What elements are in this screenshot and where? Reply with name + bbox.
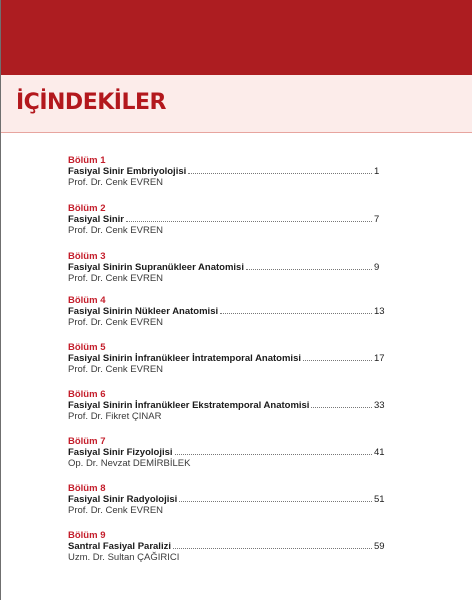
page-number: 59 bbox=[374, 541, 385, 552]
chapter-label: Bölüm 5 bbox=[68, 342, 106, 353]
toc-entry-4 bbox=[68, 295, 388, 329]
page-number: 7 bbox=[374, 214, 380, 225]
chapter-author: Prof. Dr. Fikret ÇINAR bbox=[68, 411, 162, 422]
chapter-title: Fasiyal Sinirin İnfranükleer İntratemporal Anatomisi bbox=[68, 353, 301, 364]
toc-entry-6 bbox=[68, 389, 388, 423]
chapter-author: Prof. Dr. Cenk EVREN bbox=[68, 177, 164, 188]
page-number: 1 bbox=[374, 166, 380, 177]
chapter-author: Prof. Dr. Cenk EVREN bbox=[68, 505, 164, 516]
toc-entry-2 bbox=[68, 203, 388, 237]
left-edge-rule bbox=[0, 0, 1, 600]
chapter-title-line bbox=[68, 214, 388, 225]
dot-leader bbox=[173, 548, 372, 549]
page-title: İÇİNDEKİLER bbox=[16, 90, 166, 115]
chapter-author: Prof. Dr. Cenk EVREN bbox=[68, 273, 164, 284]
chapter-title-line bbox=[68, 262, 388, 273]
dot-leader bbox=[303, 360, 372, 361]
page-number: 33 bbox=[374, 400, 385, 411]
chapter-label: Bölüm 7 bbox=[68, 436, 106, 447]
top-color-band bbox=[0, 0, 472, 75]
toc-entry-8 bbox=[68, 483, 388, 517]
chapter-label: Bölüm 8 bbox=[68, 483, 106, 494]
page-number: 51 bbox=[374, 494, 385, 505]
toc-entry-1 bbox=[68, 155, 388, 189]
chapter-title: Fasiyal Sinir Radyolojisi bbox=[68, 494, 178, 505]
chapter-title-line bbox=[68, 166, 388, 177]
page-number: 9 bbox=[374, 262, 380, 273]
chapter-label: Bölüm 3 bbox=[68, 251, 106, 262]
dot-leader bbox=[175, 454, 372, 455]
chapter-author: Prof. Dr. Cenk EVREN bbox=[68, 364, 164, 375]
chapter-author: Prof. Dr. Cenk EVREN bbox=[68, 225, 164, 236]
dot-leader bbox=[126, 221, 372, 222]
page-number: 17 bbox=[374, 353, 385, 364]
chapter-title-line bbox=[68, 306, 388, 317]
chapter-author: Uzm. Dr. Sultan ÇAĞIRICI bbox=[68, 552, 180, 563]
chapter-author: Prof. Dr. Cenk EVREN bbox=[68, 317, 164, 328]
chapter-title-line bbox=[68, 447, 388, 458]
chapter-label: Bölüm 9 bbox=[68, 530, 106, 541]
dot-leader bbox=[179, 501, 372, 502]
dot-leader bbox=[311, 407, 372, 408]
toc-entry-3 bbox=[68, 251, 388, 285]
chapter-title: Santral Fasiyal Paralizi bbox=[68, 541, 171, 552]
chapter-label: Bölüm 6 bbox=[68, 389, 106, 400]
page-number: 13 bbox=[374, 306, 385, 317]
dot-leader bbox=[188, 173, 372, 174]
title-band bbox=[0, 75, 472, 133]
chapter-title-line bbox=[68, 353, 388, 364]
toc-entry-9 bbox=[68, 530, 388, 564]
chapter-title: Fasiyal Sinir bbox=[68, 214, 124, 225]
chapter-title: Fasiyal Sinir Embriyolojisi bbox=[68, 166, 187, 177]
chapter-label: Bölüm 1 bbox=[68, 155, 106, 166]
chapter-title-line bbox=[68, 541, 388, 552]
chapter-title: Fasiyal Sinirin Nükleer Anatomisi bbox=[68, 306, 219, 317]
dot-leader bbox=[220, 313, 372, 314]
toc-entry-7 bbox=[68, 436, 388, 470]
chapter-label: Bölüm 2 bbox=[68, 203, 106, 214]
chapter-author: Op. Dr. Nevzat DEMİRBİLEK bbox=[68, 458, 191, 469]
chapter-title: Fasiyal Sinirin Supranükleer Anatomisi bbox=[68, 262, 244, 273]
chapter-title-line bbox=[68, 400, 388, 411]
chapter-title: Fasiyal Sinir Fizyolojisi bbox=[68, 447, 173, 458]
chapter-label: Bölüm 4 bbox=[68, 295, 106, 306]
chapter-title: Fasiyal Sinirin İnfranükleer Ekstratemporal Anatomisi bbox=[68, 400, 310, 411]
dot-leader bbox=[246, 269, 372, 270]
chapter-title-line bbox=[68, 494, 388, 505]
page-number: 41 bbox=[374, 447, 385, 458]
toc-entry-5 bbox=[68, 342, 388, 376]
